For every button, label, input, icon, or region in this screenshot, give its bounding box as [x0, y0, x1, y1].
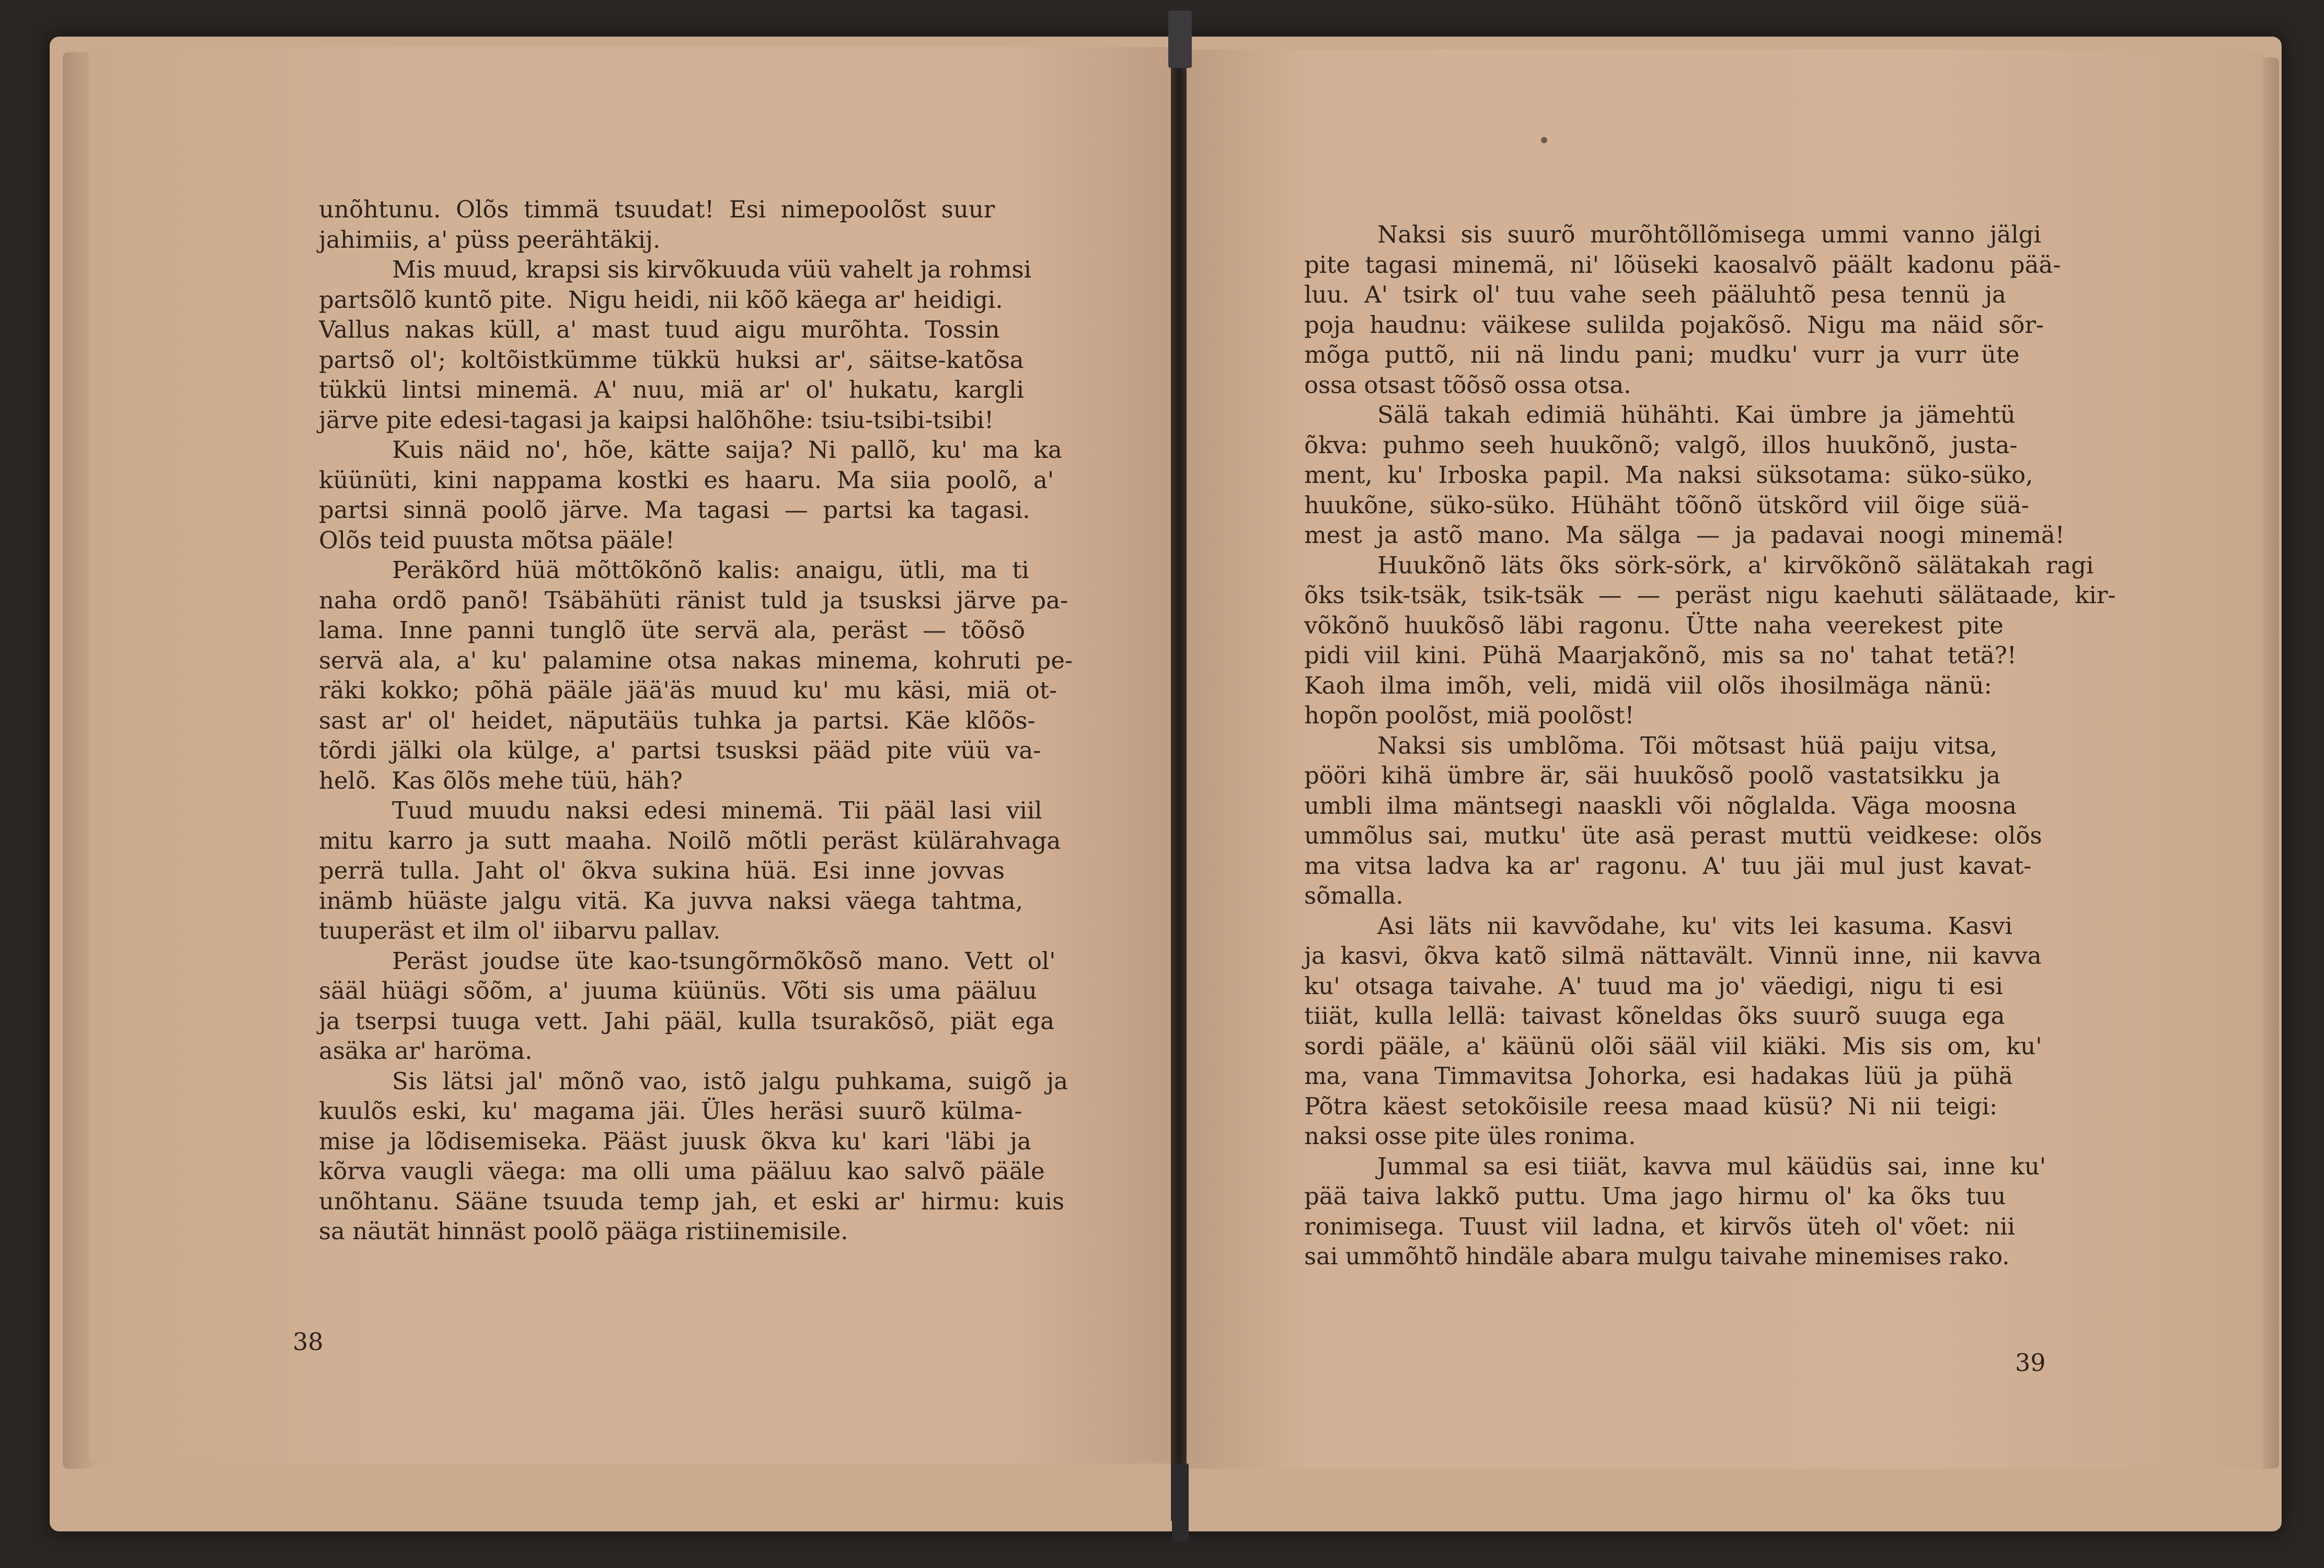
text-line: ma, vana Timmavitsa Johorka, esi hadakas lüü ja pühä [1304, 1062, 2013, 1090]
text-line: ossa otsast tõõsõ ossa otsa. [1304, 371, 1631, 399]
text-line: ja tserpsi tuuga vett. Jahi pääl, kulla tsurakõsõ, piät ega [319, 1007, 1055, 1035]
right-page-text [1304, 220, 2116, 1272]
text-line: räki kokko; põhä pääle jää'äs muud ku' mu käsi, miä ot- [319, 676, 1057, 704]
text-line: jahimiis, a' püss peerähtäkij. [319, 225, 661, 253]
text-line: Mis muud, krapsi sis kirvõkuuda vüü vahelt ja rohmsi [392, 256, 1032, 283]
text-line: inämb hüäste jalgu vitä. Ka juvva naksi väega tahtma, [319, 886, 1023, 915]
text-line: Tuud muudu naksi edesi minemä. Tii pääl lasi viil [392, 797, 1042, 824]
text-line: pite tagasi minemä, ni' lõüseki kaosalvõ päält kadonu pää- [1304, 250, 2061, 279]
page-number-left: 38 [293, 1328, 324, 1356]
text-line: Peräst joudse üte kao-tsungõrmõkõsõ mano. Vett ol' [392, 947, 1056, 975]
text-line: umbli ilma mäntsegi naaskli või nõglalda. Väga moosna [1304, 791, 2017, 820]
text-line: huukõne, süko-süko. Hühäht tõõnõ ütskõrd viil õige süä- [1304, 491, 2029, 519]
text-line: sast ar' ol' heidet, näputäüs tuhka ja partsi. Käe klõõs- [319, 706, 1036, 734]
text-line: küünüti, kini nappama kostki es haaru. Ma siia poolõ, a' [319, 466, 1054, 494]
text-line: partsõ ol'; koltõistkümme tükkü huksi ar', säitse-katõsa [319, 345, 1024, 374]
text-line: unõhtunu. Olõs timmä tsuudat! Esi nimepoolõst suur [319, 195, 995, 223]
text-line: partsõlõ kuntõ pite. Nigu heidi, nii kõõ käega ar' heidigi. [319, 285, 1003, 314]
text-line: õks tsik-tsäk, tsik-tsäk — — peräst nigu kaehuti sälätaade, kir- [1304, 581, 2116, 609]
text-line: mise ja lõdisemiseka. Pääst juusk õkva ku' kari 'läbi ja [319, 1127, 1031, 1155]
text-line: Sis lätsi jal' mõnõ vao, istõ jalgu puhkama, suigõ ja [392, 1067, 1068, 1095]
text-line: pää taiva lakkõ puttu. Uma jago hirmu ol' ka õks tuu [1304, 1182, 2006, 1210]
text-line: Naksi sis umblõma. Tõi mõtsast hüä paiju vitsa, [1377, 731, 1998, 759]
text-line: unõhtanu. Sääne tsuuda temp jah, et eski ar' hirmu: kuis [319, 1187, 1065, 1215]
text-line: mitu karro ja sutt maaha. Noilõ mõtli peräst külärahvaga [319, 826, 1061, 855]
text-line: Sälä takah edimiä hühähti. Kai ümbre ja jämehtü [1377, 401, 2016, 429]
text-line: partsi sinnä poolõ järve. Ma tagasi — partsi ka tagasi. [319, 496, 1030, 524]
book-gutter [1171, 31, 1187, 1521]
text-line: sa näutät hinnäst poolõ pääga ristiinemisile. [319, 1217, 848, 1245]
text-line: lama. Inne panni tunglõ üte servä ala, peräst — tõõsõ [319, 616, 1026, 644]
text-line: ja kasvi, õkva katõ silmä nättavält. Vinnü inne, nii kavva [1304, 942, 2042, 970]
text-line: Peräkõrd hüä mõttõkõnõ kalis: anaigu, ütli, ma ti [392, 556, 1029, 584]
text-line: naha ordõ panõ! Tsäbähüti ränist tuld ja tsusksi järve pa- [319, 586, 1068, 614]
ink-speck [1541, 137, 1547, 143]
text-line: helõ. Kas õlõs mehe tüü, häh? [319, 766, 683, 794]
text-line: tõrdi jälki ola külge, a' partsi tsusksi pääd pite vüü va- [319, 736, 1041, 764]
text-line: sääl hüägi sõõm, a' juuma küünüs. Võti sis uma pääluu [319, 977, 1037, 1005]
text-line: ronimisega. Tuust viil ladna, et kirvõs üteh ol' võet: nii [1304, 1212, 2015, 1240]
text-line: järve pite edesi-tagasi ja kaipsi halõhõhe: tsiu-tsibi-tsibi! [319, 406, 994, 434]
text-line: kuulõs eski, ku' magama jäi. Üles heräsi suurõ külma- [319, 1097, 1022, 1125]
text-line: perrä tulla. Jaht ol' õkva sukina hüä. Esi inne jovvas [319, 857, 1005, 884]
text-line: tiiät, kulla lellä: taivast kõneldas õks suurõ suuga ega [1304, 1002, 2005, 1030]
text-line: tükkü lintsi minemä. A' nuu, miä ar' ol' hukatu, kargli [319, 376, 1025, 403]
binding-clip-top [1168, 10, 1192, 68]
text-line: hopõn poolõst, miä poolõst! [1304, 701, 1635, 729]
text-line: Vallus nakas küll, a' mast tuud aigu murõhta. Tossin [319, 316, 1000, 343]
text-line: sai ummõhtõ hindäle abara mulgu taivahe minemises rako. [1304, 1242, 2010, 1270]
text-line: Kaoh ilma imõh, veli, midä viil olõs ihosilmäga nänü: [1304, 671, 1992, 699]
text-line: ma vitsa ladva ka ar' ragonu. A' tuu jäi mul just kavat- [1304, 851, 2032, 880]
text-line: õkva: puhmo seeh huukõnõ; valgõ, illos huukõnõ, justa- [1304, 431, 2018, 459]
text-line: sõmalla. [1304, 882, 1403, 909]
text-line: Olõs teid puusta mõtsa pääle! [319, 526, 675, 554]
text-line: servä ala, a' ku' palamine otsa nakas minema, kohruti pe- [319, 646, 1073, 674]
text-line: Asi läts nii kavvõdahe, ku' vits lei kasuma. Kasvi [1377, 912, 2012, 940]
text-line: Jummal sa esi tiiät, kavva mul käüdüs sai, inne ku' [1377, 1152, 2046, 1180]
text-line: mõga puttõ, nii nä lindu pani; mudku' vurr ja vurr üte [1304, 341, 2020, 368]
text-line: luu. A' tsirk ol' tuu vahe seeh pääluhtõ pesa tennü ja [1304, 281, 2006, 308]
text-line: pööri kihä ümbre är, säi huukõsõ poolõ vastatsikku ja [1304, 762, 2000, 789]
page-number-right: 39 [2015, 1348, 2046, 1377]
text-line: naksi osse pite üles ronima. [1304, 1122, 1636, 1150]
text-line: pidi viil kini. Pühä Maarjakõnõ, mis sa no' tahat tetä?! [1304, 641, 2017, 669]
text-line: tuuperäst et ilm ol' iibarvu pallav. [319, 917, 721, 944]
text-line: võkõnõ huukõsõ läbi ragonu. Ütte naha veerekest pite [1304, 611, 2004, 639]
text-line: Kuis näid no', hõe, kätte saija? Ni pallõ, ku' ma ka [392, 436, 1062, 464]
text-line: ment, ku' Irboska papil. Ma naksi süksotama: süko-süko, [1304, 461, 2033, 489]
text-line: kõrva vaugli väega: ma olli uma pääluu kao salvõ pääle [319, 1157, 1045, 1185]
text-line: Naksi sis suurõ murõhtõllõmisega ummi vanno jälgi [1377, 221, 2041, 248]
text-line: ummõlus sai, mutku' üte asä perast muttü veidkese: olõs [1304, 822, 2042, 849]
text-line: poja haudnu: väikese sulilda pojakõsõ. Nigu ma näid sõr- [1304, 310, 2044, 339]
text-line: Huukõnõ läts õks sörk-sörk, a' kirvõkõnõ sälätakah ragi [1377, 551, 2094, 579]
text-line: ku' otsaga taivahe. A' tuud ma jo' väedigi, nigu ti esi [1304, 972, 2003, 1000]
text-line: sordi pääle, a' käünü olõi sääl viil kiäki. Mis sis om, ku' [1304, 1032, 2042, 1060]
binding-clip-bottom [1172, 1463, 1189, 1542]
text-line: asäka ar' haröma. [319, 1037, 533, 1065]
text-line: Põtra käest setokõisile reesa maad küsü? Ni nii teigi: [1304, 1092, 1998, 1120]
left-page-text [319, 194, 1073, 1247]
text-line: mest ja astõ mano. Ma sälga — ja padavai noogi minemä! [1304, 521, 2065, 549]
